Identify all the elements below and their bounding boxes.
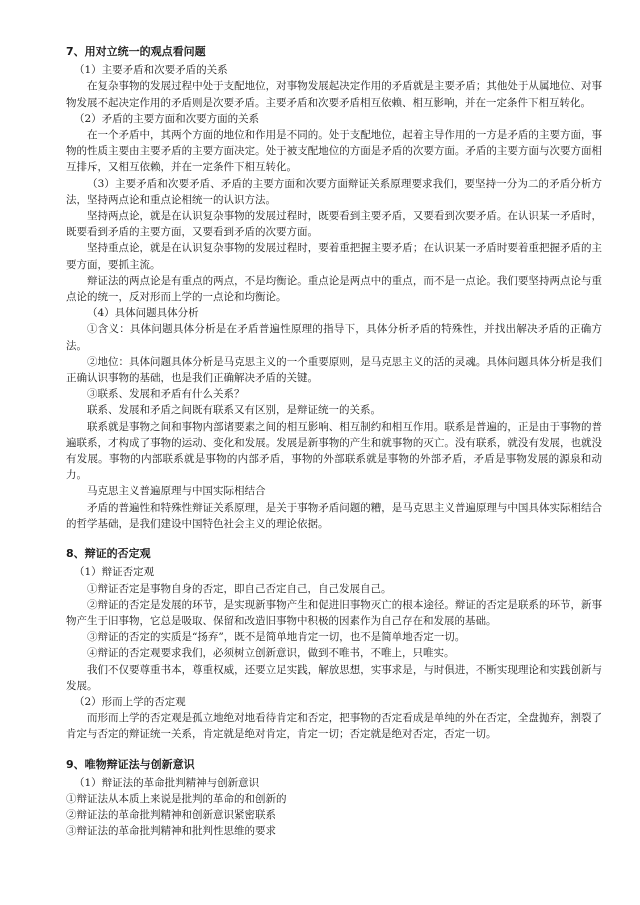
paragraph: 我们不仅要尊重书本，尊重权威，还要立足实践，解放思想，实事求是，与时俱进，不断实现理论和实践创新与发展。 [66, 663, 602, 692]
paragraph: ①辩证否定是事物自身的否定，即自己否定自己，自己发展自己。 [87, 582, 392, 595]
paragraph: 在一个矛盾中，其两个方面的地位和作用是不同的。处于支配地位，起着主导作用的一方是矛盾的主要方面，事物的性质主要由主要矛盾的主要方面决定。处于被支配地位的方面是矛盾的次要方面。矛盾的主要方面与次要方面相互排斥，又相互依赖，并在一定条件下相互转化。 [66, 129, 602, 174]
list-item: ②辩证法的革命批判精神和创新意识紧密联系 [66, 809, 276, 822]
paragraph: 在复杂事物的发展过程中处于支配地位，对事物发展起决定作用的矛盾就是主要矛盾；其他处于从属地位、对事物发展不起决定作用的矛盾则是次要矛盾。主要矛盾和次要矛盾相互依赖、相互影响，并在一定条件下相互转化。 [66, 80, 602, 109]
section-heading: 9、唯物辩证法与创新意识 [66, 757, 195, 771]
paragraph: 联系就是事物之间和事物内部诸要素之间的相互影响、相互制约和相互作用。联系是普遍的，正是由于事物的普遍联系，才构成了事物的运动、变化和发展。发展是新事物的产生和就事物的灭亡。没有联系，就没有发展，也就没有发展。事物的内部联系就是事物的内部矛盾，事物的外部联系就是事物的外部矛盾，矛盾是事物发展的源泉和动力。 [66, 420, 602, 482]
paragraph: ②辩证的否定是发展的环节，是实现新事物产生和促进旧事物灭亡的根本途径。辩证的否定是联系的环节，新事物产生于旧事物，它总是吸取、保留和改造旧事物中积极的因素作为自己存在和发展的基础。 [66, 598, 602, 627]
paragraph: ②地位：具体问题具体分析是马克思主义的一个重要原则，是马克思主义的活的灵魂。具体问题具体分析是我们正确认识事物的基础，也是我们正确解决矛盾的关键。 [66, 355, 602, 385]
sub-heading: （4）具体问题具体分析 [87, 307, 199, 320]
sub-heading: （1）主要矛盾和次要矛盾的关系 [74, 64, 228, 77]
sub-heading: （2）矛盾的主要方面和次要方面的关系 [74, 112, 260, 125]
paragraph: ①含义：具体问题具体分析是在矛盾普遍性原理的指导下，具体分析矛盾的特殊性，并找出解决矛盾的正确方法。 [66, 323, 602, 352]
paragraph: 坚持重点论，就是在认识复杂事物的发展过程时，要着重把握主要矛盾；在认识某一矛盾时要着重把握矛盾的主要方面，要抓主流。 [66, 242, 602, 271]
sub-heading: （2）形而上学的否定观 [74, 695, 186, 708]
paragraph: 矛盾的普遍性和特殊性辩证关系原理，是关于事物矛盾问题的糟，是马克思主义普遍原理与中国具体实际相结合的哲学基础，是我们建设中国特色社会主义的理论依据。 [66, 501, 602, 530]
paragraph: ④辩证的否定观要求我们，必须树立创新意识，做到不唯书，不唯上，只唯实。 [87, 647, 455, 660]
list-item: ③辩证法的革命批判精神和批判性思维的要求 [66, 825, 276, 838]
paragraph: 坚持两点论，就是在认识复杂事物的发展过程时，既要看到主要矛盾，又要看到次要矛盾。在认识某一矛盾时，既要看到矛盾的主要方面，又要看到矛盾的次要方面。 [66, 210, 602, 239]
paragraph: 辩证法的两点论是有重点的两点，不是均衡论。重点论是两点中的重点，而不是一点论。我们要坚持两点论与重点论的统一，反对形而上学的一点论和均衡论。 [66, 274, 602, 304]
paragraph: （3）主要矛盾和次要矛盾、矛盾的主要方面和次要方面辩证关系原理要求我们，要坚持一分为二的矛盾分析方法，坚持两点论和重点论相统一的认识方法。 [66, 177, 602, 206]
section-heading: 7、用对立统一的观点看问题 [66, 45, 206, 58]
sub-heading: （1）辩证法的革命批判精神与创新意识 [74, 776, 260, 789]
section-heading: 8、辩证的否定观 [66, 547, 151, 561]
paragraph: ③联系、发展和矛盾有什么关系？ [87, 388, 245, 401]
list-item: ①辩证法从本质上来说是批判的革命的和创新的 [66, 792, 287, 805]
paragraph: 联系、发展和矛盾之间既有联系又有区别，是辩证统一的关系。 [87, 404, 381, 417]
paragraph: 而形而上学的否定观是孤立地绝对地看待肯定和否定，把事物的否定看成是单纯的外在否定，全盘抛弃，割裂了肯定与否定的辩证统一关系，肯定就是绝对肯定，肯定一切；否定就是绝对否定，否定一切。 [66, 712, 602, 741]
paragraph: 马克思主义普遍原理与中国实际相结合 [87, 485, 266, 498]
paragraph: ③辩证的否定的实质是“扬弃”，既不是简单地肯定一切，也不是简单地否定一切。 [87, 631, 466, 644]
sub-heading: （1）辩证否定观 [74, 566, 155, 579]
